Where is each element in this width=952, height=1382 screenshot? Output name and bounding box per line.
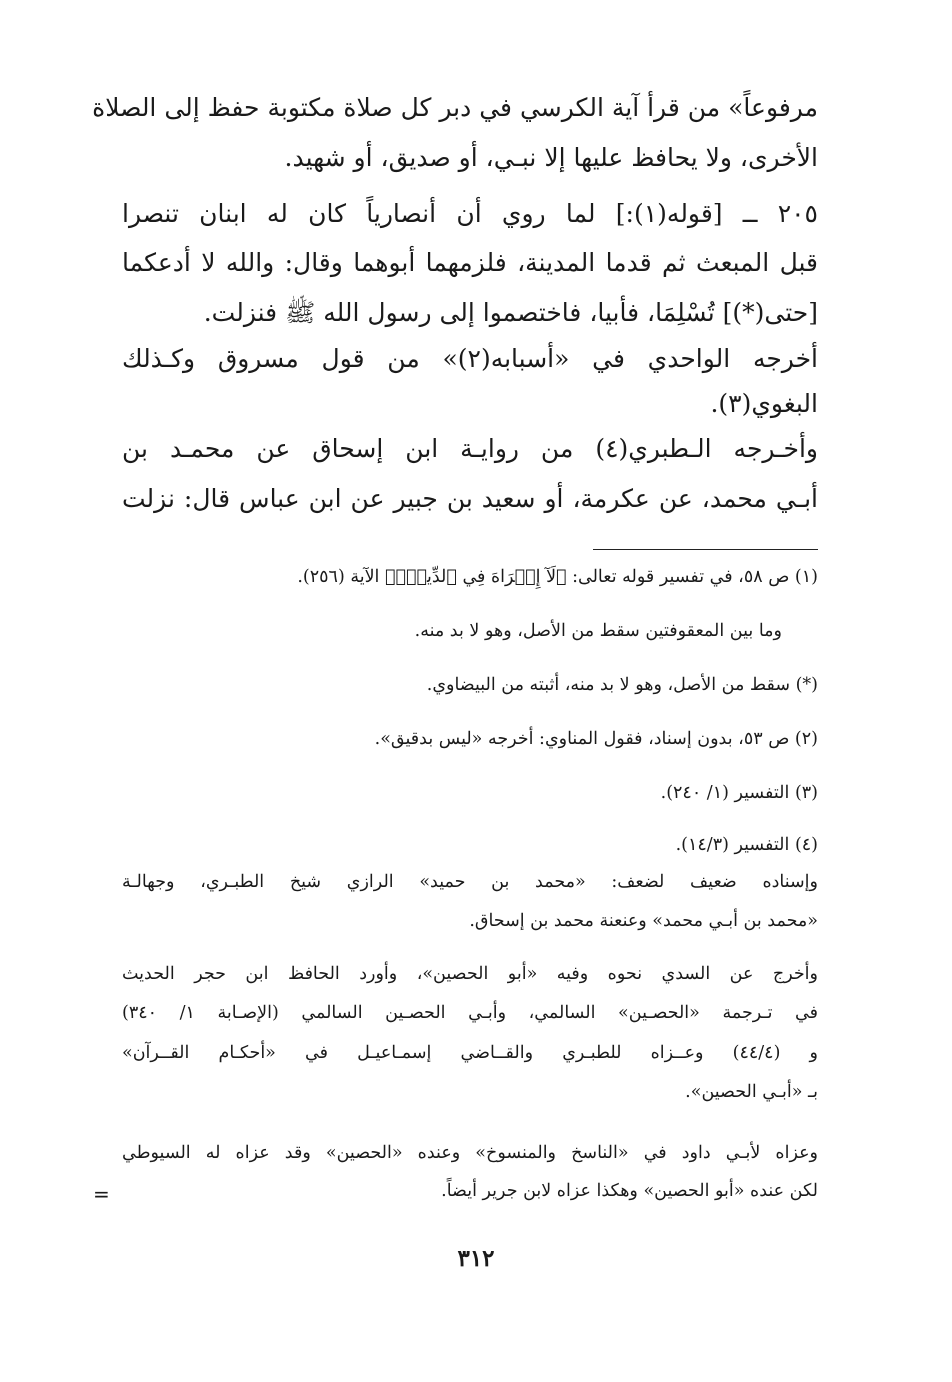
body-line-9: أبـي محمد، عن عكرمة، أو سعيد بن جبير عن ابن عباس قال: نزلت: [122, 484, 818, 513]
body-line-1: مرفوعاً» من قرأ آية الكرسي في دبر كل صلاة مكتوبة حفظ إلى الصلاة: [92, 93, 818, 122]
footnote-4-line-2: وإسناده ضعيف لضعف: «محمد بن حميد» الرازي شيخ الطبـري، وجهالـة: [122, 872, 818, 892]
footnote-4-line-8: وعزاه لأبـي داود في «الناسخ والمنسوخ» وعنده «الحصين» وقد عزاه له السيوطي: [122, 1143, 818, 1163]
footnote-2: (٢) ص ٥٣، بدون إسناد، فقول المناوي: أخرجه «ليس بدقيق».: [374, 729, 818, 749]
body-line-7: البغوي(٣).: [710, 389, 818, 418]
footnote-4-line-5: في تـرجمة «الحصـين» السالمي، وأبـي الحصـين السالمي (الإصـابة ١/ ٣٤٠): [122, 1003, 818, 1023]
footnote-4-line-3: «محمد بن أبـي محمد» وعنعنة محمد بن إسحاق.: [469, 911, 818, 931]
footnote-4-line-9: لكن عنده «أبو الحصين» وهكذا عزاه لابن جرير أيضاً.: [441, 1181, 818, 1201]
body-line-5: [حتى(*)] تُسْلِمَا، فأبيا، فاختصموا إلى رسول الله ﷺ فنزلت.: [203, 298, 818, 327]
footnote-1-continuation: وما بين المعقوفتين سقط من الأصل، وهو لا بد منه.: [414, 621, 782, 641]
footnote-asterisk: (*) سقط من الأصل، وهو لا بد منه، أثبته من البيضاوي.: [426, 675, 818, 695]
continuation-mark: =: [93, 1182, 110, 1206]
body-line-6: أخرجه الواحدي في «أسبابه(٢)» من قول مسروق وكـذلك: [122, 344, 819, 373]
body-line-4: قبل المبعث ثم قدما المدينة، فلزمهما أبوهما وقال: والله لا أدعكما: [122, 248, 818, 277]
footnote-separator: [593, 549, 818, 550]
footnote-1: (١) ص ٥٨، في تفسير قوله تعالى: ﴿لَآ إِكۡرَاهَ فِي ٱلدِّينِۖ﴾ الآية (٢٥٦).: [297, 567, 818, 587]
body-line-2: الأخرى، ولا يحافظ عليها إلا نبـي، أو صديق، أو شهيد.: [284, 143, 818, 172]
footnote-4-line-4: وأخرج عن السدي نحوه وفيه «أبو الحصين»، وأورد الحافظ ابن حجر الحديث: [122, 964, 818, 984]
footnote-3: (٣) التفسير (١/ ٢٤٠).: [660, 783, 818, 803]
footnote-4-line-7: بـ «أبـي الحصين».: [685, 1082, 818, 1102]
body-line-3: ٢٠٥ ــ [قوله(١):] لما روي أن أنصارياً كان له ابنان تنصرا: [122, 199, 818, 228]
body-line-8: وأخـرجه الـطبري(٤) من روايـة ابن إسحاق عن محمـد بن: [122, 434, 818, 463]
footnote-4-line-6: و (٤٤/٤) وعــزاه للطبـري والقــاضي إسمـاعيـل في «أحكـام القــرآن»: [122, 1043, 819, 1063]
footnote-4: (٤) التفسير (١٤/٣).: [675, 835, 818, 855]
page-number: ٣١٢: [457, 1245, 495, 1272]
